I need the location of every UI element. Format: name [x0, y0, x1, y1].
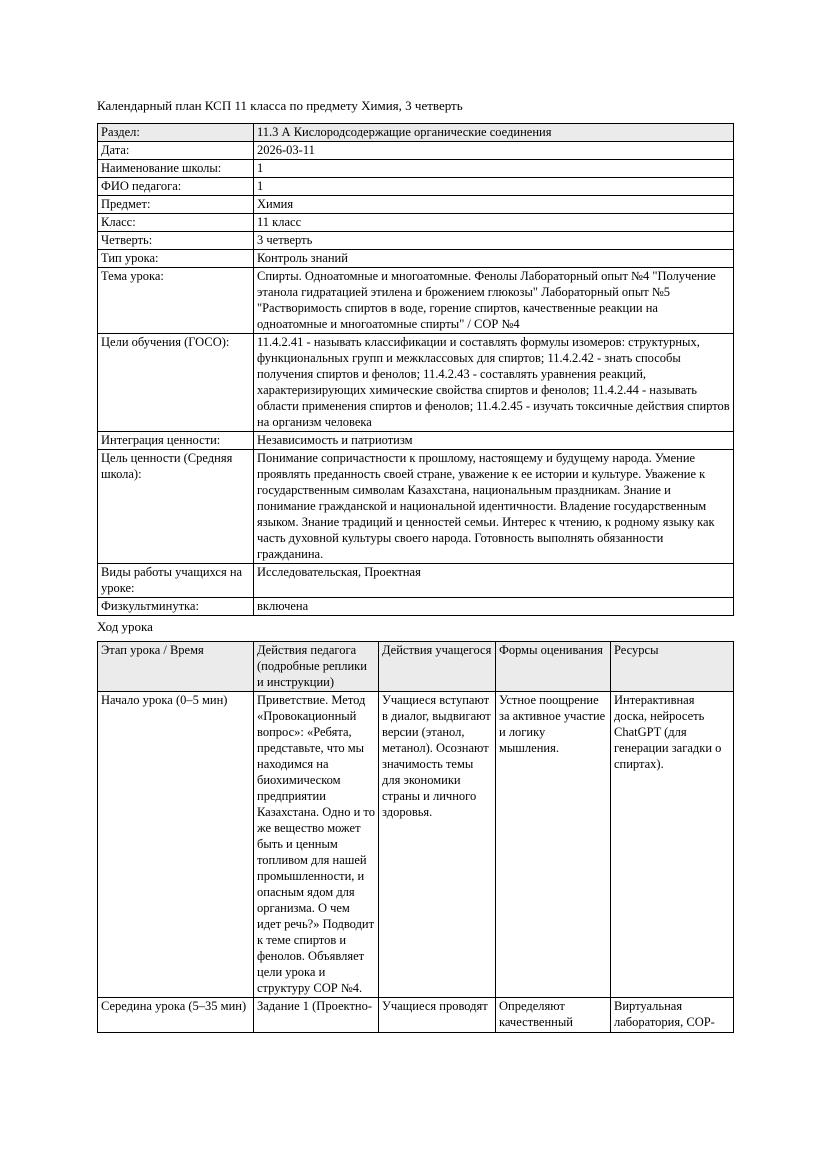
column-header-teacher-actions: Действия педагога (подробные реплики и инструкции) [254, 642, 379, 692]
table-row-lesson-middle [98, 998, 734, 1033]
table-row [98, 214, 734, 232]
table-row [98, 124, 734, 142]
table-row [98, 598, 734, 616]
assessment-cell: Устное поощрение за активное участие и логику мышления. [496, 692, 611, 998]
column-header-stage: Этап урока / Время [98, 642, 254, 692]
info-value-class: 11 класс [254, 214, 734, 232]
info-value-lesson-topic: Спирты. Одноатомные и многоатомные. Фенолы Лабораторный опыт №4 "Получение этанола гидратацией этилена и брожением глюкозы" Лабораторный опыт №5 "Растворимость спиртов в воде, горение спиртов, качественные реакции на одноатомные и многоатомные спирты" / СОР №4 [254, 268, 734, 334]
info-value-goals: 11.4.2.41 - называть классификации и составлять формулы изомеров: структурных, функциональных групп и межклассовых для спиртов; 11.4.2.42 - знать способы получения спиртов и фенолов; 11.4.2.43 - составлять уравнения реакций, характеризирующих химические свойства спиртов и фенолов; 11.4.2.44 - называть области применения спиртов и фенолов; 11.4.2.45 - изучать токсичные действия спиртов на организм человека [254, 334, 734, 432]
document-title: Календарный план КСП 11 класса по предмету Химия, 3 четверть [97, 98, 463, 113]
table-row [98, 334, 734, 432]
info-value-values-goal: Понимание сопричастности к прошлому, настоящему и будущему народа. Умение проявлять преданность своей стране, уважение к ее истории и культуре. Уважение к государственным символам Казахстана, национальным праздникам. Знание и понимание гражданской и национальной идентичности. Владение государственным языком. Знание традиций и ценностей семьи. Интерес к чтению, к родному языку как часть духовной культуры своего народа. Готовность выполнять обязанности гражданина. [254, 450, 734, 564]
assessment-cell: Определяют качественный [496, 998, 611, 1033]
info-label-data: Дата: [98, 142, 254, 160]
info-value-quarter: 3 четверть [254, 232, 734, 250]
table-row [98, 160, 734, 178]
lesson-flow-heading: Ход урока [97, 619, 153, 634]
lesson-flow-table [97, 641, 734, 1033]
info-value-subject: Химия [254, 196, 734, 214]
info-label-values-integration: Интеграция ценности: [98, 432, 254, 450]
table-row-lesson-start [98, 692, 734, 998]
table-header-row [98, 642, 734, 692]
info-value-lesson-type: Контроль знаний [254, 250, 734, 268]
column-header-student-actions: Действия учащегося [379, 642, 496, 692]
table-row [98, 232, 734, 250]
student-actions-cell: Учащиеся проводят [379, 998, 496, 1033]
table-row [98, 250, 734, 268]
resources-cell: Виртуальная лаборатория, СОР- [611, 998, 734, 1033]
info-value-fizkultminutka: включена [254, 598, 734, 616]
stage-cell: Начало урока (0–5 мин) [98, 692, 254, 998]
info-value-values-integration: Независимость и патриотизм [254, 432, 734, 450]
student-actions-cell: Учащиеся вступают в диалог, выдвигают версии (этанол, метанол). Осознают значимость темы для экономики страны и личного здоровья. [379, 692, 496, 998]
resources-cell: Интерактивная доска, нейросеть ChatGPT (для генерации загадки о спиртах). [611, 692, 734, 998]
info-label-subject: Предмет: [98, 196, 254, 214]
teacher-actions-cell: Приветствие. Метод «Провокационный вопрос»: «Ребята, представьте, что мы находимся на биохимическом предприятии Казахстана. Одно и то же вещество может быть и ценным топливом для нашей промышленности, и опасным ядом для организма. О чем идет речь?» Подводит к теме спиртов и фенолов. Объявляет цели урока и структуру СОР №4. [254, 692, 379, 998]
info-label-teacher: ФИО педагога: [98, 178, 254, 196]
info-value-teacher: 1 [254, 178, 734, 196]
table-row [98, 142, 734, 160]
info-value-school: 1 [254, 160, 734, 178]
info-value-razdel: 11.3 А Кислородсодержащие органические соединения [254, 124, 734, 142]
table-row [98, 432, 734, 450]
info-label-goals: Цели обучения (ГОСО): [98, 334, 254, 432]
info-label-class: Класс: [98, 214, 254, 232]
teacher-actions-cell: Задание 1 (Проектно- [254, 998, 379, 1033]
info-label-school: Наименование школы: [98, 160, 254, 178]
document-page [97, 98, 733, 1033]
table-row [98, 178, 734, 196]
info-label-quarter: Четверть: [98, 232, 254, 250]
info-label-fizkultminutka: Физкультминутка: [98, 598, 254, 616]
stage-cell: Середина урока (5–35 мин) [98, 998, 254, 1033]
table-row [98, 450, 734, 564]
info-label-lesson-topic: Тема урока: [98, 268, 254, 334]
table-row [98, 564, 734, 598]
info-label-lesson-type: Тип урока: [98, 250, 254, 268]
table-row [98, 268, 734, 334]
info-label-values-goal: Цель ценности (Средняя школа): [98, 450, 254, 564]
info-value-work-types: Исследовательская, Проектная [254, 564, 734, 598]
table-row [98, 196, 734, 214]
column-header-assessment: Формы оценивания [496, 642, 611, 692]
info-value-data: 2026-03-11 [254, 142, 734, 160]
lesson-info-table [97, 123, 734, 616]
column-header-resources: Ресурсы [611, 642, 734, 692]
info-label-razdel: Раздел: [98, 124, 254, 142]
info-label-work-types: Виды работы учащихся на уроке: [98, 564, 254, 598]
